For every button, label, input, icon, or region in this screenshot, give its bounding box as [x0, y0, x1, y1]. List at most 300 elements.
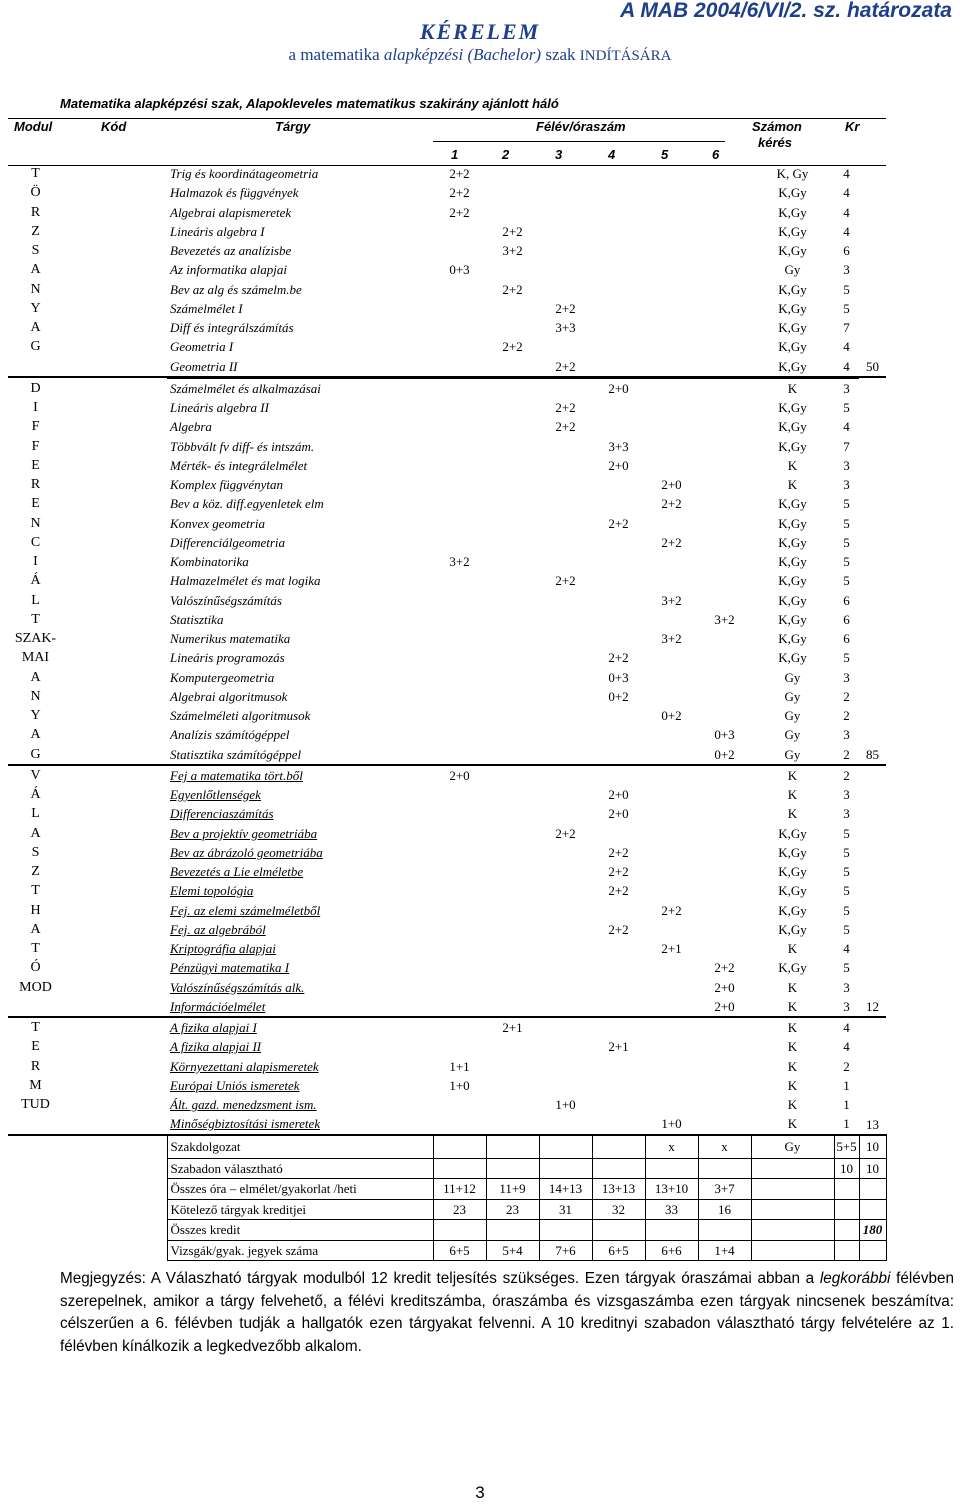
header-sem-4: 4 [608, 147, 616, 162]
mab-reference [620, 0, 952, 22]
semester-cell [433, 357, 486, 378]
table-row [8, 241, 886, 260]
module-total-cell [859, 318, 886, 337]
credit-cell: 7 [843, 438, 850, 454]
module-total-cell [859, 1017, 886, 1037]
table-row [8, 552, 886, 571]
module-total-cell [859, 280, 886, 299]
subject-cell: Bev a projektív geometriába [170, 825, 318, 841]
summary-total-cell: 10 [859, 1158, 886, 1179]
summary-semester-cell [698, 1220, 751, 1241]
credit-cell: 5 [843, 496, 850, 512]
code-cell [63, 1220, 167, 1241]
semester-cell: 2+2 [608, 650, 629, 666]
exam-type-cell: K,Gy [778, 438, 807, 454]
module-total-cell [859, 824, 886, 843]
semester-cell: 0+3 [714, 727, 735, 743]
module-total-cell [859, 514, 886, 533]
table-row [8, 203, 886, 222]
module-cell: A [30, 825, 41, 841]
subject-cell: Algebrai algoritmusok [170, 688, 288, 704]
table-row [8, 958, 886, 977]
credit-cell: 2 [834, 765, 859, 785]
module-cell: T [8, 1017, 63, 1037]
table-row [8, 377, 886, 398]
semester-cell: 3+2 [449, 554, 470, 570]
semester-cell: 3+2 [661, 631, 682, 647]
summary-total-cell [859, 1240, 886, 1261]
subject-cell: Minőségbiztosítási ismeretek [170, 1116, 321, 1132]
semester-cell: 1+0 [555, 1097, 576, 1113]
module-cell: A [30, 727, 41, 743]
summary-exam-cell [751, 1199, 834, 1220]
credit-cell: 5 [843, 825, 850, 841]
module-cell: S [31, 844, 40, 860]
summary-semester-cell [539, 1158, 592, 1179]
code-cell [63, 824, 167, 843]
semester-cell [645, 318, 698, 337]
module-cell: Z [31, 223, 40, 239]
semester-cell [433, 862, 486, 881]
header-sem-3: 3 [555, 147, 563, 162]
credit-cell: 3 [843, 477, 850, 493]
semester-cell [433, 241, 486, 260]
subtitle-caps: INDÍTÁSÁRA [579, 48, 672, 64]
semester-cell: 2+0 [433, 765, 486, 785]
summary-label: Kötelező tárgyak kreditjei [167, 1199, 433, 1220]
summary-semester-cell [486, 1135, 539, 1159]
exam-type-cell: K,Gy [778, 592, 807, 608]
module-cell: F [31, 419, 40, 435]
header-keres: kérés [758, 135, 792, 150]
semester-cell [433, 804, 486, 823]
semester-cell [433, 1095, 486, 1114]
semester-cell [539, 164, 592, 183]
semester-cell [486, 437, 539, 456]
table-row [8, 629, 886, 648]
subject-cell: Elemi topológia [170, 883, 254, 899]
semester-cell [433, 514, 486, 533]
module-cell: S [31, 243, 40, 259]
semester-cell [433, 939, 486, 958]
module-cell: H [30, 902, 41, 918]
semester-cell [539, 1017, 592, 1037]
semester-cell [433, 494, 486, 513]
summary-exam-cell [751, 1158, 834, 1179]
module-total-cell [859, 437, 886, 456]
code-cell [63, 958, 167, 977]
credit-cell: 1 [843, 1116, 850, 1132]
subject-cell: Differenciálgeometria [170, 534, 286, 550]
code-cell [63, 862, 167, 881]
semester-cell [592, 591, 645, 610]
semester-cell: 2+0 [714, 998, 735, 1014]
code-cell [63, 552, 167, 571]
exam-type-cell: K,Gy [778, 339, 807, 355]
table-row [8, 765, 886, 785]
semester-cell: 3+2 [714, 611, 735, 627]
semester-cell [433, 280, 486, 299]
table-row [8, 337, 886, 356]
module-total-cell [859, 804, 886, 823]
credit-cell: 5 [843, 844, 850, 860]
table-row [8, 437, 886, 456]
module-total-cell [859, 398, 886, 417]
semester-cell [592, 241, 645, 260]
summary-label: Összes óra – elmélet/gyakorlat /heti [167, 1179, 433, 1200]
module-cell [8, 1240, 63, 1261]
credit-cell: 5 [843, 902, 850, 918]
semester-cell [486, 824, 539, 843]
module-cell: I [33, 400, 38, 416]
credit-cell: 5 [843, 515, 850, 531]
exam-type-cell: K, Gy [776, 166, 809, 182]
module-total-cell [859, 901, 886, 920]
subject-cell: Számelméleti algoritmusok [170, 708, 311, 724]
module-cell [8, 1199, 63, 1220]
module-cell: Y [30, 300, 41, 316]
exam-type-cell: K,Gy [778, 243, 807, 259]
semester-cell [539, 843, 592, 862]
credit-cell: 1 [843, 1077, 850, 1093]
semester-cell [698, 785, 751, 804]
summary-semester-cell: 23 [486, 1199, 539, 1220]
module-total-cell [859, 591, 886, 610]
module-cell: F [31, 438, 40, 454]
table-row [8, 456, 886, 475]
summary-credit-cell [834, 1240, 859, 1261]
header-targy: Tárgy [275, 119, 311, 134]
table-row [8, 398, 886, 417]
summary-semester-cell [592, 1135, 645, 1159]
exam-type-cell: K,Gy [778, 281, 807, 297]
credit-cell: 3 [843, 669, 850, 685]
semester-cell [645, 222, 698, 241]
semester-cell [698, 183, 751, 202]
module-total-cell [859, 939, 886, 958]
summary-semester-cell: 3+7 [698, 1179, 751, 1200]
semester-cell [698, 687, 751, 706]
module-total-cell [859, 1095, 886, 1114]
semester-cell [433, 958, 486, 977]
subject-cell: Fej a matematika tört.ből [167, 765, 433, 785]
subject-cell: Halmazelmélet és mat logika [170, 573, 321, 589]
semester-cell [433, 843, 486, 862]
module-total-cell [859, 494, 886, 513]
module-cell: Y [30, 708, 41, 724]
subject-cell: Halmazok és függvények [170, 185, 299, 201]
subject-cell: Bev az alg és számelm.be [170, 281, 302, 297]
subject-cell: Az informatika alapjai [170, 262, 287, 278]
credit-cell: 1 [843, 1097, 850, 1113]
semester-cell [486, 629, 539, 648]
code-cell [63, 745, 167, 765]
semester-cell [698, 456, 751, 475]
code-cell [63, 997, 167, 1017]
semester-cell [486, 785, 539, 804]
semester-cell: 1+0 [449, 1077, 470, 1093]
semester-cell [645, 958, 698, 977]
semester-cell [645, 417, 698, 436]
semester-cell [539, 456, 592, 475]
code-cell [63, 280, 167, 299]
summary-exam-cell [751, 1179, 834, 1200]
semester-cell [539, 725, 592, 744]
summary-exam-cell: Gy [751, 1135, 834, 1159]
code-cell [63, 337, 167, 356]
exam-type-cell: K [751, 377, 834, 398]
module-total-cell [859, 668, 886, 687]
summary-row [8, 1199, 886, 1220]
semester-cell [698, 203, 751, 222]
summary-semester-cell: x [645, 1135, 698, 1159]
code-cell [63, 494, 167, 513]
credit-cell: 3 [834, 377, 859, 398]
exam-type-cell: K,Gy [778, 573, 807, 589]
summary-total-cell [859, 1199, 886, 1220]
semester-cell [539, 997, 592, 1017]
module-cell [8, 1135, 63, 1159]
table-row [8, 1017, 886, 1037]
module-total-cell: 12 [866, 999, 879, 1014]
semester-cell [433, 706, 486, 725]
table-row [8, 475, 886, 494]
semester-cell [698, 164, 751, 183]
module-total-cell: 13 [866, 1116, 879, 1132]
module-total-cell: 50 [866, 359, 879, 375]
code-cell [63, 1095, 167, 1114]
semester-cell: 2+2 [608, 844, 629, 860]
exam-type-cell: K [787, 1116, 798, 1132]
semester-cell [645, 260, 698, 279]
semester-cell [592, 1017, 645, 1037]
semester-cell [592, 337, 645, 356]
document-title: KÉRELEM [419, 19, 541, 44]
semester-cell [592, 183, 645, 202]
credit-cell: 4 [843, 1039, 850, 1055]
semester-cell [592, 417, 645, 436]
semester-cell [698, 1114, 751, 1134]
credit-cell: 5 [843, 554, 850, 570]
subtitle-part: a matematika [288, 45, 384, 64]
summary-semester-cell: 6+6 [645, 1240, 698, 1261]
semester-cell [433, 398, 486, 417]
semester-cell [592, 824, 645, 843]
exam-type-cell: K,Gy [778, 960, 807, 976]
subject-cell: Valószínűségszámítás alk. [170, 979, 305, 995]
exam-type-cell: K [787, 787, 798, 803]
semester-cell [645, 978, 698, 997]
credit-cell: 5 [843, 960, 850, 976]
semester-cell [539, 241, 592, 260]
semester-cell [698, 475, 751, 494]
subject-cell: Lineáris algebra II [170, 400, 269, 416]
semester-cell [592, 280, 645, 299]
semester-cell: 2+2 [608, 921, 629, 937]
credit-cell: 6 [843, 611, 850, 627]
module-cell [8, 1220, 63, 1241]
semester-cell [592, 571, 645, 590]
semester-cell [645, 280, 698, 299]
table-row [8, 648, 886, 667]
semester-cell: 2+2 [608, 883, 629, 899]
module-total-cell [859, 843, 886, 862]
table-row [8, 299, 886, 318]
semester-cell [698, 1037, 751, 1056]
module-total-cell [859, 552, 886, 571]
semester-cell: 2+2 [608, 515, 629, 531]
subject-cell: A fizika alapjai I [167, 1017, 433, 1037]
code-cell [63, 668, 167, 687]
semester-cell [486, 571, 539, 590]
credit-cell: 4 [843, 204, 850, 220]
semester-cell: 2+2 [555, 825, 576, 841]
semester-cell [592, 745, 645, 765]
header-kod: Kód [101, 119, 127, 134]
subject-cell: Geometria II [167, 357, 433, 378]
module-cell: C [30, 534, 41, 550]
exam-type-cell: K,Gy [778, 320, 807, 336]
summary-semester-cell: 13+10 [645, 1179, 698, 1200]
credit-cell: 5 [843, 650, 850, 666]
exam-type-cell: Gy [784, 746, 801, 762]
credit-cell: 5 [843, 573, 850, 589]
semester-cell: 0+3 [608, 669, 629, 685]
exam-type-cell: K,Gy [778, 400, 807, 416]
code-cell [63, 610, 167, 629]
semester-cell [592, 725, 645, 744]
module-cell: MOD [19, 979, 52, 995]
subject-cell: Számelmélet és alkalmazásai [167, 377, 433, 398]
semester-cell: 2+2 [449, 166, 470, 182]
code-cell [63, 765, 167, 785]
semester-cell [433, 318, 486, 337]
module-cell: L [31, 806, 40, 822]
semester-cell [486, 648, 539, 667]
credit-cell: 5 [843, 300, 850, 316]
semester-cell [698, 357, 751, 378]
exam-type-cell: K,Gy [778, 650, 807, 666]
exam-type-cell: K,Gy [778, 844, 807, 860]
exam-type-cell: K [787, 477, 798, 493]
module-total-cell [859, 862, 886, 881]
credit-cell: 3 [843, 998, 850, 1014]
module-cell: Á [30, 787, 41, 803]
semester-cell [698, 1057, 751, 1076]
curriculum-table [8, 164, 887, 1261]
module-cell: Z [31, 864, 40, 880]
semester-cell [433, 668, 486, 687]
semester-cell [592, 1114, 645, 1134]
subject-cell: Európai Uniós ismeretek [170, 1077, 300, 1093]
exam-type-cell: K,Gy [778, 921, 807, 937]
semester-cell [698, 222, 751, 241]
semester-cell [486, 843, 539, 862]
subject-cell: Numerikus matematika [170, 631, 291, 647]
credit-cell: 3 [843, 787, 850, 803]
code-cell [63, 571, 167, 590]
exam-type-cell: K,Gy [778, 534, 807, 550]
semester-cell [433, 725, 486, 744]
semester-cell: 2+0 [661, 477, 682, 493]
module-total-cell [859, 456, 886, 475]
semester-cell [592, 939, 645, 958]
code-cell [63, 398, 167, 417]
semester-cell [539, 862, 592, 881]
subject-cell: Többvált fv diff- és intszám. [170, 438, 315, 454]
semester-cell [645, 997, 698, 1017]
table-row [8, 1076, 886, 1095]
module-cell: V [8, 765, 63, 785]
semester-cell [539, 514, 592, 533]
credit-cell: 3 [843, 979, 850, 995]
semester-cell [645, 456, 698, 475]
subject-cell: Kombinatorika [170, 554, 249, 570]
code-cell [63, 804, 167, 823]
module-total-cell [859, 260, 886, 279]
subject-cell: Környezettani alapismeretek [170, 1058, 319, 1074]
summary-semester-cell [539, 1135, 592, 1159]
exam-type-cell: K [787, 1097, 798, 1113]
header-modul: Modul [14, 119, 53, 134]
summary-semester-cell: 23 [433, 1199, 486, 1220]
semester-cell: 2+0 [608, 787, 629, 803]
code-cell [63, 901, 167, 920]
subject-cell: Trig és koordinátageometria [170, 166, 319, 182]
semester-cell: 1+1 [449, 1058, 470, 1074]
semester-cell [486, 725, 539, 744]
semester-cell [698, 824, 751, 843]
credit-cell: 5 [843, 883, 850, 899]
semester-cell [698, 591, 751, 610]
semester-cell: 2+1 [661, 941, 682, 957]
exam-type-cell: K [787, 941, 798, 957]
semester-cell: 2+2 [661, 496, 682, 512]
module-cell: A [30, 262, 41, 278]
header-sem-5: 5 [661, 147, 669, 162]
table-row [8, 417, 886, 436]
semester-cell [698, 706, 751, 725]
code-cell [63, 648, 167, 667]
semester-cell [539, 706, 592, 725]
semester-cell [486, 514, 539, 533]
header-sem-2: 2 [502, 147, 510, 162]
summary-row [8, 1158, 886, 1179]
summary-semester-cell: 33 [645, 1199, 698, 1220]
semester-cell [539, 978, 592, 997]
module-total-cell [859, 785, 886, 804]
semester-cell [486, 610, 539, 629]
semester-cell: 2+2 [661, 902, 682, 918]
exam-type-cell: K [787, 806, 798, 822]
semester-cell [592, 765, 645, 785]
summary-row [8, 1179, 886, 1200]
table-row [8, 997, 886, 1017]
semester-cell [539, 785, 592, 804]
code-cell [63, 164, 167, 183]
credit-cell: 6 [843, 243, 850, 259]
semester-cell [486, 398, 539, 417]
semester-cell [698, 299, 751, 318]
table-row [8, 785, 886, 804]
module-total-cell [859, 1076, 886, 1095]
subject-cell: Differenciaszámítás [170, 806, 274, 822]
credit-cell: 3 [843, 806, 850, 822]
exam-type-cell: K,Gy [751, 357, 834, 378]
exam-type-cell: K [787, 979, 798, 995]
semester-cell [486, 1114, 539, 1134]
table-row [8, 222, 886, 241]
